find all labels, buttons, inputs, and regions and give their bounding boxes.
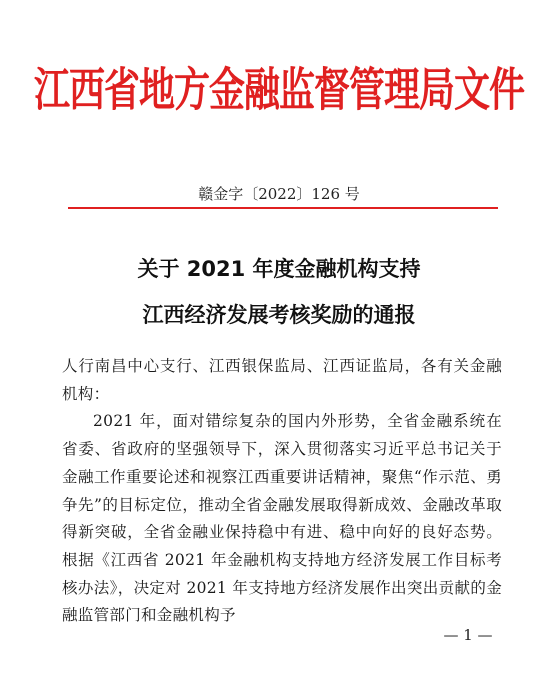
page-number: — 1 —	[443, 626, 493, 644]
notice-title-line-2: 江西经济发展考核奖励的通报	[142, 303, 416, 327]
red-divider-line	[68, 207, 498, 209]
document-number: 赣金字〔2022〕126 号	[198, 185, 360, 203]
issuer-title: 江西省地方金融监督管理局文件	[33, 64, 524, 117]
body-paragraph: 2021 年，面对错综复杂的国内外形势，全省金融系统在省委、省政府的坚强领导下，深入贯彻落实习近平总书记关于金融工作重要论述和视察江西重要讲话精神，聚焦“作示范、勇争先”的目标定位，推动全省金融发展取得新成效、金融改革取得新突破，全省金融业保持稳中有进、稳中向好的良好态势。根据《江西省 2021 年金融机构支持地方经济发展工作目标考核办法》，决定对 2021 年支持地方经济发展作出突出贡献的金融监管部门和金融机构予	[62, 412, 502, 625]
document-body	[62, 353, 502, 630]
recipients-line: 人行南昌中心支行、江西银保监局、江西证监局，各有关金融机构：	[62, 357, 502, 403]
notice-title-line-1: 关于 2021 年度金融机构支持	[137, 257, 421, 281]
